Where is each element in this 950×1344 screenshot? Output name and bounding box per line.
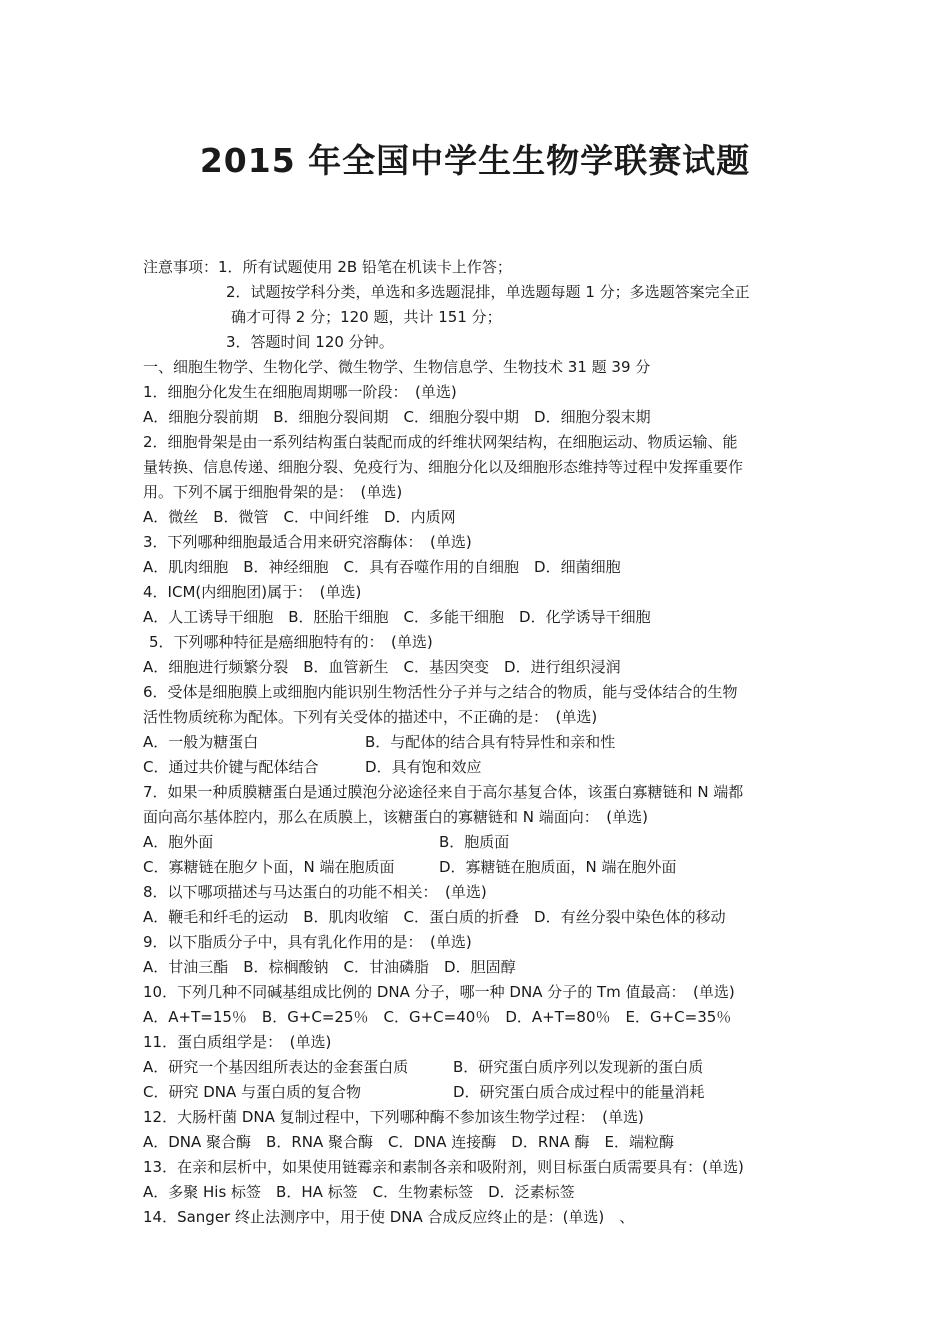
answer-options: A．A+T=15％ B．G+C=25％ C．G+C=40％ D．A+T=80％ E．G+C=35％ [143,1008,732,1026]
question-stem: 2．细胞骨架是由一系列结构蛋白装配而成的纤维状网架结构，在细胞运动、物质运输、能 [143,433,738,451]
notice-line: 注意事项：1．所有试题使用 2B 铅笔在机读卡上作答； [143,258,512,276]
exam-body [143,255,823,1230]
answer-options [143,730,823,755]
option-b: B．研究蛋白质序列以发现新的蛋白质 [453,1058,704,1076]
question-stem: 10．下列几种不同碱基组成比例的 DNA 分子，哪一种 DNA 分子的 Tm 值最高： (单选) [143,983,735,1001]
question-stem: 1．细胞分化发生在细胞周期哪一阶段： (单选) [143,383,457,401]
option-c: C．寡糖链在胞夕卜面，N 端在胞质面 [143,858,395,876]
question-stem: 6．受体是细胞膜上或细胞内能识别生物活性分子并与之结合的物质，能与受体结合的生物 [143,683,738,701]
question-stem: 13．在亲和层析中，如果使用链霉亲和素制各亲和吸附剂，则目标蛋白质需要具有：(单选) [143,1158,744,1176]
question-stem: 4．ICM(内细胞团)属于： (单选) [143,583,362,601]
option-d: D．研究蛋白质合成过程中的能量消耗 [453,1083,705,1101]
question-stem: 9．以下脂质分子中，具有乳化作用的是： (单选) [143,933,472,951]
question-stem: 14．Sanger 终止法测序中，用于使 DNA 合成反应终止的是：(单选) 、 [143,1208,635,1226]
answer-options: A．细胞进行频繁分裂 B．血管新生 C．基因突变 D．进行组织浸润 [143,658,621,676]
answer-options [143,855,823,880]
option-b: B．与配体的结合具有特异性和亲和性 [365,733,616,751]
question-stem: 12．大肠杆菌 DNA 复制过程中，下列哪种酶不参加该生物学过程： (单选) [143,1108,644,1126]
option-d: D．具有饱和效应 [365,758,482,776]
question-stem: 3．下列哪种细胞最适合用来研究溶酶体： (单选) [143,533,472,551]
answer-options: A．肌肉细胞 B．神经细胞 C．具有吞噬作用的自细胞 D．细菌细胞 [143,558,621,576]
answer-options: A．DNA 聚合酶 B．RNA 聚合酶 C．DNA 连接酶 D．RNA 酶 E．端粒酶 [143,1133,675,1151]
question-stem: 用。下列不属于细胞骨架的是： (单选) [143,483,403,501]
question-stem: 8．以下哪项描述与马达蛋白的功能不相关： (单选) [143,883,487,901]
question-stem: 7．如果一种质膜糖蛋白是通过膜泡分泌途径来自于高尔基复合体，该蛋白寡糖链和 N 端都 [143,783,744,801]
notice-line: 确才可得 2 分；120 题，共计 151 分； [231,308,502,326]
answer-options [143,1080,823,1105]
page-title: 2015 年全国中学生生物学联赛试题 [199,141,751,180]
question-stem: 面向高尔基体腔内，那么在质膜上，该糖蛋白的寡糖链和 N 端面向： (单选) [143,808,648,826]
question-stem: 5．下列哪种特征是癌细胞特有的： (单选) [149,633,433,651]
option-a: A．研究一个基因组所表达的金套蛋白质 [143,1058,409,1076]
answer-options: A．鞭毛和纤毛的运动 B．肌肉收缩 C．蛋白质的折叠 D．有丝分裂中染色体的移动 [143,908,726,926]
answer-options [143,830,823,855]
option-d: D．寡糖链在胞质面，N 端在胞外面 [439,858,677,876]
question-stem: 活性物质统称为配体。下列有关受体的描述中，不正确的是： (单选) [143,708,598,726]
option-c: C．研究 DNA 与蛋白质的复合物 [143,1083,362,1101]
option-a: A．胞外面 [143,833,214,851]
answer-options: A．多聚 His 标签 B．HA 标签 C．生物素标签 D．泛素标签 [143,1183,575,1201]
section-heading: 一、细胞生物学、生物化学、微生物学、生物信息学、生物技术 31 题 39 分 [143,358,651,376]
notice-line: 3．答题时间 120 分钟。 [226,333,394,351]
question-stem: 量转换、信息传递、细胞分裂、免疫行为、细胞分化以及细胞形态维持等过程中发挥重要作 [143,458,744,476]
answer-options [143,1055,823,1080]
answer-options: A．细胞分裂前期 B．细胞分裂间期 C．细胞分裂中期 D．细胞分裂末期 [143,408,651,426]
answer-options [143,755,823,780]
answer-options: A．甘油三酯 B．棕榈酸钠 C．甘油磷脂 D．胆固醇 [143,958,516,976]
answer-options: A．人工诱导干细胞 B．胚胎干细胞 C．多能干细胞 D．化学诱导干细胞 [143,608,651,626]
answer-options: A．微丝 B．微管 C．中间纤维 D．内质网 [143,508,456,526]
option-b: B．胞质面 [439,833,510,851]
option-c: C．通过共价键与配体结合 [143,758,319,776]
notice-line: 2．试题按学科分类，单选和多选题混排，单选题每题 1 分；多选题答案完全正 [226,283,750,301]
question-stem: 11．蛋白质组学是： (单选) [143,1033,332,1051]
option-a: A．一般为糖蛋白 [143,733,259,751]
